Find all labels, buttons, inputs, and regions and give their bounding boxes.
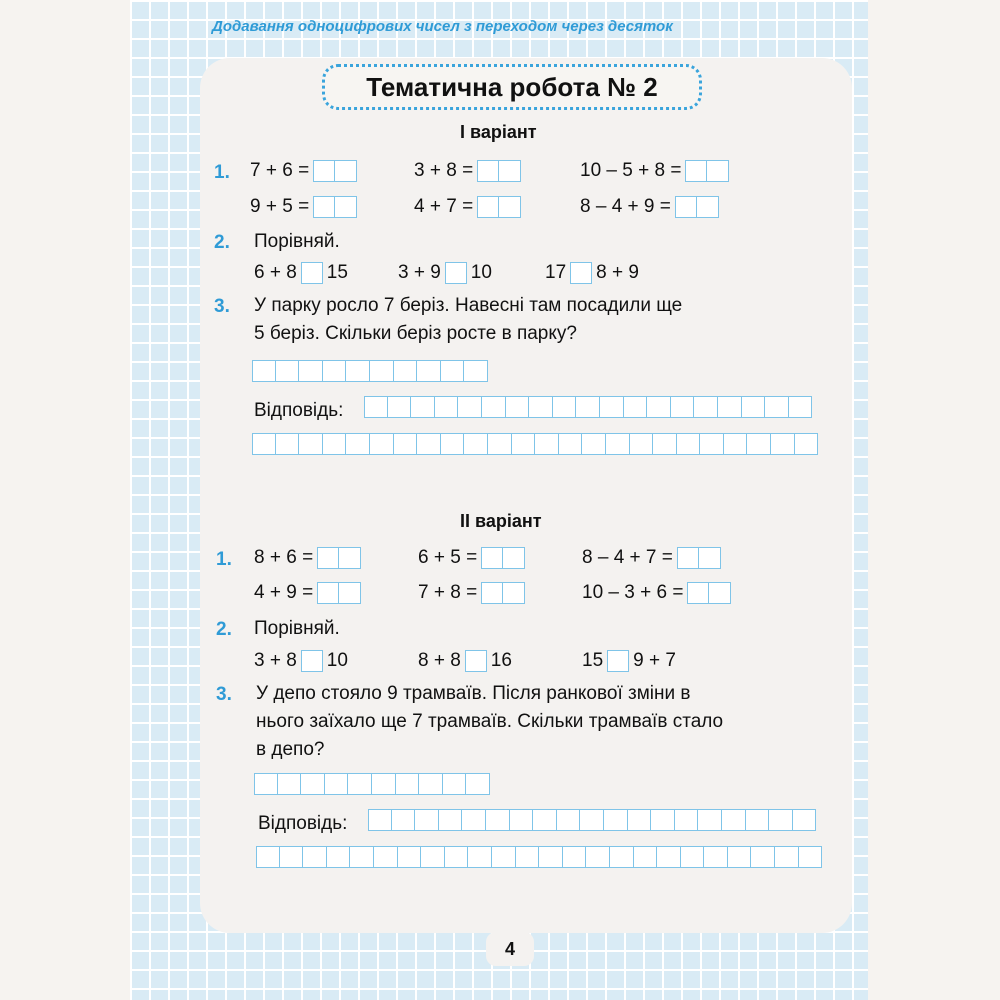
equation <box>414 160 521 182</box>
compare-item <box>418 650 512 672</box>
compare-item <box>545 262 639 284</box>
equation <box>254 547 361 569</box>
equation <box>250 196 357 218</box>
compare-item <box>254 262 348 284</box>
compare-item <box>398 262 492 284</box>
compare-box[interactable] <box>570 262 592 284</box>
compare-label: Порівняй. <box>254 618 340 639</box>
header-title: Додавання одноцифрових чисел з переходом через десяток <box>212 18 673 35</box>
answer-box[interactable] <box>317 582 361 604</box>
problem-text-line: У парку росло 7 беріз. Навесні там посадили ще <box>254 295 683 316</box>
compare-left: 15 <box>582 650 604 671</box>
answer-cells-row[interactable] <box>252 433 818 455</box>
compare-box[interactable] <box>301 262 323 284</box>
compare-box[interactable] <box>301 650 323 672</box>
compare-box[interactable] <box>465 650 487 672</box>
problem-text-line: 5 беріз. Скільки беріз росте в парку? <box>254 323 577 344</box>
compare-left: 6 + 8 <box>254 262 297 283</box>
answer-box[interactable] <box>477 196 521 218</box>
answer-box[interactable] <box>685 160 729 182</box>
equation <box>582 582 731 604</box>
equation <box>418 547 525 569</box>
answer-box[interactable] <box>481 547 525 569</box>
equation-text: 3 + 8 = <box>414 160 474 181</box>
answer-box[interactable] <box>675 196 719 218</box>
equation-text: 4 + 9 = <box>254 582 314 603</box>
equation <box>414 196 521 218</box>
equation-text: 7 + 8 = <box>418 582 478 603</box>
solution-cells[interactable] <box>252 360 488 382</box>
compare-box[interactable] <box>607 650 629 672</box>
equation-text: 10 – 5 + 8 = <box>580 160 682 181</box>
task-number: 3. <box>214 296 230 317</box>
task-number: 1. <box>214 162 230 183</box>
answer-box[interactable] <box>687 582 731 604</box>
answer-cells[interactable] <box>364 396 812 418</box>
answer-box[interactable] <box>481 582 525 604</box>
compare-right: 9 + 7 <box>633 650 676 671</box>
answer-cells-row[interactable] <box>256 846 822 868</box>
compare-right: 16 <box>490 650 512 671</box>
equation-text: 9 + 5 = <box>250 196 310 217</box>
equation <box>582 547 721 569</box>
page-number: 4 <box>486 932 534 966</box>
task-number: 3. <box>216 684 232 705</box>
equation-text: 4 + 7 = <box>414 196 474 217</box>
compare-left: 8 + 8 <box>418 650 461 671</box>
solution-cells[interactable] <box>254 773 490 795</box>
equation <box>580 196 719 218</box>
equation-text: 7 + 6 = <box>250 160 310 181</box>
task-number: 1. <box>216 549 232 570</box>
answer-label: Відповідь: <box>258 813 348 834</box>
variant-1-heading: І варіант <box>460 122 537 142</box>
equation <box>250 160 357 182</box>
equation <box>418 582 525 604</box>
compare-item <box>254 650 348 672</box>
answer-box[interactable] <box>477 160 521 182</box>
answer-box[interactable] <box>677 547 721 569</box>
answer-label: Відповідь: <box>254 400 344 421</box>
compare-left: 3 + 9 <box>398 262 441 283</box>
compare-left: 17 <box>545 262 567 283</box>
equation-text: 6 + 5 = <box>418 547 478 568</box>
content-panel <box>200 58 852 933</box>
compare-label: Порівняй. <box>254 231 340 252</box>
compare-box[interactable] <box>445 262 467 284</box>
page-title: Тематична робота № 2 <box>322 64 702 110</box>
problem-text-line: нього заїхало ще 7 трамваїв. Скільки трамваїв стало <box>256 711 724 732</box>
variant-2-heading: ІІ варіант <box>460 511 542 531</box>
answer-box[interactable] <box>313 196 357 218</box>
answer-box[interactable] <box>313 160 357 182</box>
compare-left: 3 + 8 <box>254 650 297 671</box>
compare-item <box>582 650 676 672</box>
compare-right: 8 + 9 <box>596 262 639 283</box>
equation-text: 8 – 4 + 9 = <box>580 196 671 217</box>
compare-right: 10 <box>326 650 348 671</box>
task-number: 2. <box>214 232 230 253</box>
answer-box[interactable] <box>317 547 361 569</box>
compare-right: 15 <box>326 262 348 283</box>
compare-right: 10 <box>470 262 492 283</box>
equation-text: 10 – 3 + 6 = <box>582 582 684 603</box>
task-number: 2. <box>216 619 232 640</box>
equation-text: 8 + 6 = <box>254 547 314 568</box>
equation <box>580 160 729 182</box>
equation-text: 8 – 4 + 7 = <box>582 547 673 568</box>
answer-cells[interactable] <box>368 809 816 831</box>
equation <box>254 582 361 604</box>
problem-text-line: в депо? <box>256 739 325 760</box>
problem-text-line: У депо стояло 9 трамваїв. Після ранкової зміни в <box>256 683 691 704</box>
